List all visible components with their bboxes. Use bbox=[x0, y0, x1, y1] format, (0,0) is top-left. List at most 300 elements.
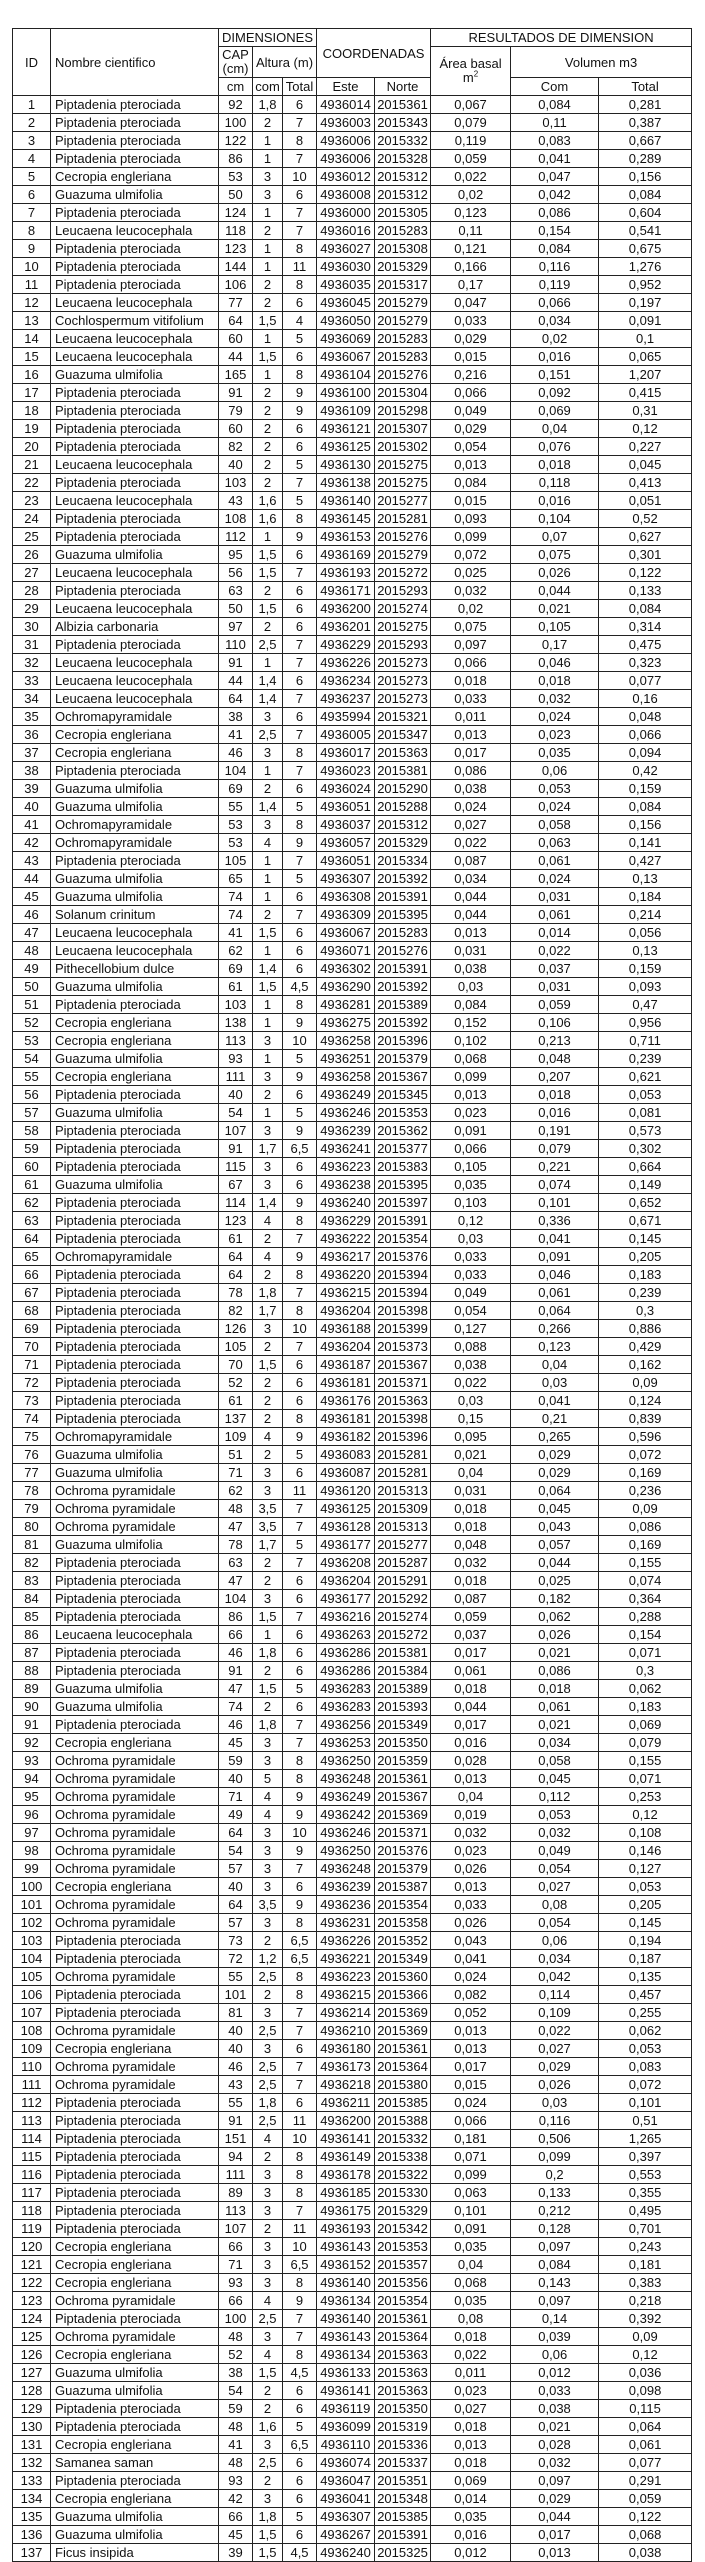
cell-volumen-total: 0,135 bbox=[599, 1968, 692, 1986]
table-row bbox=[13, 2526, 692, 2544]
cell-area-basal: 0,047 bbox=[431, 294, 511, 312]
cell-norte: 2015279 bbox=[375, 546, 431, 564]
cell-id: 58 bbox=[13, 1122, 51, 1140]
cell-id: 13 bbox=[13, 312, 51, 330]
cell-volumen-total: 0,145 bbox=[599, 1230, 692, 1248]
table-row bbox=[13, 312, 692, 330]
cell-norte: 2015354 bbox=[375, 1230, 431, 1248]
cell-norte: 2015274 bbox=[375, 1608, 431, 1626]
table-row bbox=[13, 852, 692, 870]
cell-nombre: Ochroma pyramidale bbox=[51, 2292, 219, 2310]
cell-volumen-com: 0,106 bbox=[511, 1014, 599, 1032]
cell-area-basal: 0,052 bbox=[431, 2004, 511, 2022]
cell-id: 38 bbox=[13, 762, 51, 780]
table-row bbox=[13, 1068, 692, 1086]
cell-id: 49 bbox=[13, 960, 51, 978]
cell-nombre: Piptadenia pterociada bbox=[51, 1608, 219, 1626]
cell-volumen-total: 0,141 bbox=[599, 834, 692, 852]
cell-nombre: Ochroma pyramidale bbox=[51, 1824, 219, 1842]
cell-nombre: Piptadenia pterociada bbox=[51, 1950, 219, 1968]
cell-area-basal: 0,061 bbox=[431, 1662, 511, 1680]
cell-norte: 2015389 bbox=[375, 1680, 431, 1698]
cell-id: 110 bbox=[13, 2058, 51, 2076]
cell-norte: 2015384 bbox=[375, 1662, 431, 1680]
cell-altura-com: 2 bbox=[253, 420, 283, 438]
cell-altura-com: 3 bbox=[253, 1464, 283, 1482]
cell-area-basal: 0,072 bbox=[431, 546, 511, 564]
cell-altura-com: 1 bbox=[253, 258, 283, 276]
cell-cap: 46 bbox=[219, 744, 253, 762]
table-row bbox=[13, 1194, 692, 1212]
cell-volumen-com: 0,032 bbox=[511, 2454, 599, 2472]
cell-volumen-total: 0,664 bbox=[599, 1158, 692, 1176]
cell-este: 4936275 bbox=[317, 1014, 375, 1032]
cell-este: 4936027 bbox=[317, 240, 375, 258]
cell-altura-total: 8 bbox=[283, 744, 317, 762]
header-vtotal: Total bbox=[599, 78, 692, 96]
cell-altura-total: 8 bbox=[283, 366, 317, 384]
table-row bbox=[13, 2040, 692, 2058]
cell-nombre: Cecropia engleriana bbox=[51, 1878, 219, 1896]
cell-cap: 46 bbox=[219, 2058, 253, 2076]
cell-norte: 2015291 bbox=[375, 1572, 431, 1590]
cell-area-basal: 0,059 bbox=[431, 150, 511, 168]
cell-nombre: Piptadenia pterociada bbox=[51, 2130, 219, 2148]
cell-norte: 2015363 bbox=[375, 744, 431, 762]
cell-norte: 2015329 bbox=[375, 2202, 431, 2220]
cell-nombre: Ochroma pyramidale bbox=[51, 1860, 219, 1878]
cell-volumen-total: 0,062 bbox=[599, 2022, 692, 2040]
cell-id: 27 bbox=[13, 564, 51, 582]
table-row bbox=[13, 1770, 692, 1788]
cell-volumen-total: 0,553 bbox=[599, 2166, 692, 2184]
cell-volumen-com: 0,034 bbox=[511, 1734, 599, 1752]
cell-altura-total: 9 bbox=[283, 1248, 317, 1266]
cell-id: 89 bbox=[13, 1680, 51, 1698]
table-row bbox=[13, 510, 692, 528]
cell-nombre: Leucaena leucocephala bbox=[51, 564, 219, 582]
cell-cap: 48 bbox=[219, 2418, 253, 2436]
cell-id: 40 bbox=[13, 798, 51, 816]
cell-cap: 54 bbox=[219, 1104, 253, 1122]
cell-altura-total: 6,5 bbox=[283, 2256, 317, 2274]
table-row bbox=[13, 276, 692, 294]
cell-nombre: Leucaena leucocephala bbox=[51, 600, 219, 618]
tree-inventory-table bbox=[12, 28, 692, 2562]
cell-area-basal: 0,102 bbox=[431, 1032, 511, 1050]
cell-nombre: Leucaena leucocephala bbox=[51, 330, 219, 348]
cell-volumen-total: 0,068 bbox=[599, 2526, 692, 2544]
cell-id: 113 bbox=[13, 2112, 51, 2130]
cell-este: 4936217 bbox=[317, 1248, 375, 1266]
cell-volumen-com: 0,116 bbox=[511, 2112, 599, 2130]
cell-este: 4936173 bbox=[317, 2058, 375, 2076]
cell-cap: 62 bbox=[219, 942, 253, 960]
cell-id: 71 bbox=[13, 1356, 51, 1374]
cell-altura-total: 7 bbox=[283, 150, 317, 168]
cell-volumen-com: 0,06 bbox=[511, 762, 599, 780]
cell-altura-com: 1,4 bbox=[253, 798, 283, 816]
cell-norte: 2015361 bbox=[375, 1770, 431, 1788]
cell-altura-total: 7 bbox=[283, 2310, 317, 2328]
cell-cap: 144 bbox=[219, 258, 253, 276]
cell-nombre: Samanea saman bbox=[51, 2454, 219, 2472]
cell-volumen-com: 0,041 bbox=[511, 1230, 599, 1248]
cell-altura-total: 7 bbox=[283, 2202, 317, 2220]
cell-altura-com: 1,5 bbox=[253, 1680, 283, 1698]
cell-id: 96 bbox=[13, 1806, 51, 1824]
table-row bbox=[13, 2256, 692, 2274]
cell-id: 133 bbox=[13, 2472, 51, 2490]
cell-altura-com: 1,5 bbox=[253, 348, 283, 366]
cell-nombre: Pithecellobium dulce bbox=[51, 960, 219, 978]
cell-norte: 2015366 bbox=[375, 1986, 431, 2004]
cell-norte: 2015276 bbox=[375, 528, 431, 546]
cell-altura-com: 1 bbox=[253, 204, 283, 222]
table-row bbox=[13, 1464, 692, 1482]
cell-altura-total: 6 bbox=[283, 1158, 317, 1176]
table-row bbox=[13, 366, 692, 384]
cell-cap: 74 bbox=[219, 1698, 253, 1716]
cell-este: 4936037 bbox=[317, 816, 375, 834]
cell-volumen-total: 0,12 bbox=[599, 420, 692, 438]
cell-altura-total: 6 bbox=[283, 420, 317, 438]
table-row bbox=[13, 690, 692, 708]
cell-area-basal: 0,016 bbox=[431, 2526, 511, 2544]
table-row bbox=[13, 1158, 692, 1176]
cell-altura-total: 6 bbox=[283, 582, 317, 600]
cell-cap: 53 bbox=[219, 834, 253, 852]
cell-volumen-total: 0,077 bbox=[599, 2454, 692, 2472]
cell-id: 88 bbox=[13, 1662, 51, 1680]
cell-altura-total: 7 bbox=[283, 1716, 317, 1734]
cell-altura-com: 4 bbox=[253, 1212, 283, 1230]
cell-area-basal: 0,166 bbox=[431, 258, 511, 276]
cell-cap: 51 bbox=[219, 1446, 253, 1464]
cell-altura-com: 3 bbox=[253, 816, 283, 834]
cell-area-basal: 0,015 bbox=[431, 348, 511, 366]
cell-id: 21 bbox=[13, 456, 51, 474]
table-row bbox=[13, 960, 692, 978]
cell-id: 106 bbox=[13, 1986, 51, 2004]
cell-este: 4936057 bbox=[317, 834, 375, 852]
cell-altura-com: 3 bbox=[253, 2256, 283, 2274]
cell-norte: 2015274 bbox=[375, 600, 431, 618]
table-row bbox=[13, 978, 692, 996]
cell-nombre: Leucaena leucocephala bbox=[51, 222, 219, 240]
cell-area-basal: 0,022 bbox=[431, 1374, 511, 1392]
cell-este: 4936134 bbox=[317, 2346, 375, 2364]
cell-area-basal: 0,049 bbox=[431, 402, 511, 420]
cell-volumen-total: 0,053 bbox=[599, 1086, 692, 1104]
cell-volumen-total: 0,127 bbox=[599, 1860, 692, 1878]
cell-nombre: Ochroma pyramidale bbox=[51, 2058, 219, 2076]
cell-altura-com: 2,5 bbox=[253, 2058, 283, 2076]
cell-nombre: Piptadenia pterociada bbox=[51, 1932, 219, 1950]
cell-volumen-com: 0,049 bbox=[511, 1842, 599, 1860]
cell-cap: 118 bbox=[219, 222, 253, 240]
table-row bbox=[13, 1284, 692, 1302]
table-row bbox=[13, 942, 692, 960]
cell-altura-total: 7 bbox=[283, 1734, 317, 1752]
cell-volumen-com: 0,058 bbox=[511, 1752, 599, 1770]
cell-volumen-com: 0,031 bbox=[511, 888, 599, 906]
cell-altura-com: 3,5 bbox=[253, 1896, 283, 1914]
cell-altura-com: 4 bbox=[253, 1806, 283, 1824]
cell-volumen-total: 0,429 bbox=[599, 1338, 692, 1356]
cell-norte: 2015293 bbox=[375, 582, 431, 600]
cell-altura-com: 3 bbox=[253, 1860, 283, 1878]
cell-volumen-total: 0,227 bbox=[599, 438, 692, 456]
cell-nombre: Piptadenia pterociada bbox=[51, 510, 219, 528]
cell-nombre: Guazuma ulmifolia bbox=[51, 1536, 219, 1554]
cell-volumen-com: 0,021 bbox=[511, 600, 599, 618]
cell-altura-com: 5 bbox=[253, 1770, 283, 1788]
cell-altura-com: 1 bbox=[253, 942, 283, 960]
cell-volumen-total: 0,383 bbox=[599, 2274, 692, 2292]
cell-este: 4936286 bbox=[317, 1644, 375, 1662]
cell-id: 99 bbox=[13, 1860, 51, 1878]
cell-altura-com: 1,5 bbox=[253, 312, 283, 330]
cell-area-basal: 0,075 bbox=[431, 618, 511, 636]
cell-volumen-com: 0,2 bbox=[511, 2166, 599, 2184]
cell-volumen-com: 0,092 bbox=[511, 384, 599, 402]
cell-norte: 2015383 bbox=[375, 1158, 431, 1176]
cell-area-basal: 0,023 bbox=[431, 1104, 511, 1122]
cell-nombre: Guazuma ulmifolia bbox=[51, 1104, 219, 1122]
cell-cap: 108 bbox=[219, 510, 253, 528]
cell-volumen-total: 0,12 bbox=[599, 2346, 692, 2364]
cell-nombre: Piptadenia pterociada bbox=[51, 1554, 219, 1572]
cell-altura-com: 2,5 bbox=[253, 636, 283, 654]
cell-cap: 56 bbox=[219, 564, 253, 582]
cell-volumen-total: 0,675 bbox=[599, 240, 692, 258]
cell-volumen-com: 0,213 bbox=[511, 1032, 599, 1050]
cell-altura-com: 2 bbox=[253, 1338, 283, 1356]
cell-id: 55 bbox=[13, 1068, 51, 1086]
cell-nombre: Piptadenia pterociada bbox=[51, 1590, 219, 1608]
table-row bbox=[13, 1392, 692, 1410]
cell-volumen-com: 0,101 bbox=[511, 1194, 599, 1212]
cell-altura-com: 3 bbox=[253, 744, 283, 762]
cell-area-basal: 0,023 bbox=[431, 2382, 511, 2400]
cell-cap: 91 bbox=[219, 654, 253, 672]
cell-volumen-com: 0,021 bbox=[511, 1644, 599, 1662]
cell-norte: 2015361 bbox=[375, 2040, 431, 2058]
cell-nombre: Piptadenia pterociada bbox=[51, 420, 219, 438]
cell-volumen-total: 0,124 bbox=[599, 1392, 692, 1410]
cell-norte: 2015312 bbox=[375, 186, 431, 204]
cell-area-basal: 0,034 bbox=[431, 870, 511, 888]
cell-area-basal: 0,054 bbox=[431, 438, 511, 456]
cell-cap: 53 bbox=[219, 168, 253, 186]
cell-norte: 2015348 bbox=[375, 2490, 431, 2508]
cell-este: 4936187 bbox=[317, 1356, 375, 1374]
cell-cap: 107 bbox=[219, 1122, 253, 1140]
cell-este: 4936169 bbox=[317, 546, 375, 564]
cell-este: 4936237 bbox=[317, 690, 375, 708]
cell-altura-com: 2,5 bbox=[253, 2076, 283, 2094]
cell-norte: 2015313 bbox=[375, 1482, 431, 1500]
cell-altura-com: 2 bbox=[253, 474, 283, 492]
cell-area-basal: 0,048 bbox=[431, 1536, 511, 1554]
cell-este: 4936251 bbox=[317, 1050, 375, 1068]
cell-norte: 2015369 bbox=[375, 2004, 431, 2022]
cell-cap: 81 bbox=[219, 2004, 253, 2022]
table-row bbox=[13, 2238, 692, 2256]
cell-este: 4936258 bbox=[317, 1032, 375, 1050]
cell-id: 1 bbox=[13, 96, 51, 114]
cell-volumen-total: 0,288 bbox=[599, 1608, 692, 1626]
cell-altura-total: 9 bbox=[283, 1842, 317, 1860]
cell-altura-total: 9 bbox=[283, 1896, 317, 1914]
cell-cap: 41 bbox=[219, 726, 253, 744]
cell-este: 4936140 bbox=[317, 2274, 375, 2292]
cell-area-basal: 0,015 bbox=[431, 2076, 511, 2094]
cell-id: 20 bbox=[13, 438, 51, 456]
cell-area-basal: 0,024 bbox=[431, 1968, 511, 1986]
cell-nombre: Cecropia engleriana bbox=[51, 1068, 219, 1086]
cell-altura-com: 3 bbox=[253, 2238, 283, 2256]
cell-volumen-com: 0,075 bbox=[511, 546, 599, 564]
cell-altura-total: 5 bbox=[283, 330, 317, 348]
cell-area-basal: 0,084 bbox=[431, 996, 511, 1014]
cell-altura-total: 6 bbox=[283, 2454, 317, 2472]
cell-volumen-total: 0,12 bbox=[599, 1806, 692, 1824]
cell-area-basal: 0,086 bbox=[431, 762, 511, 780]
cell-cap: 103 bbox=[219, 996, 253, 1014]
cell-nombre: Piptadenia pterociada bbox=[51, 2472, 219, 2490]
cell-cap: 79 bbox=[219, 402, 253, 420]
cell-area-basal: 0,023 bbox=[431, 1842, 511, 1860]
cell-id: 115 bbox=[13, 2148, 51, 2166]
cell-area-basal: 0,093 bbox=[431, 510, 511, 528]
cell-nombre: Cecropia engleriana bbox=[51, 744, 219, 762]
cell-id: 69 bbox=[13, 1320, 51, 1338]
cell-norte: 2015349 bbox=[375, 1950, 431, 1968]
cell-altura-total: 9 bbox=[283, 528, 317, 546]
cell-id: 82 bbox=[13, 1554, 51, 1572]
cell-volumen-total: 0,205 bbox=[599, 1248, 692, 1266]
cell-altura-total: 9 bbox=[283, 1014, 317, 1032]
cell-altura-com: 2 bbox=[253, 222, 283, 240]
cell-area-basal: 0,103 bbox=[431, 1194, 511, 1212]
cell-este: 4936204 bbox=[317, 1302, 375, 1320]
cell-nombre: Piptadenia pterociada bbox=[51, 2400, 219, 2418]
cell-altura-com: 3 bbox=[253, 1842, 283, 1860]
cell-cap: 46 bbox=[219, 1644, 253, 1662]
cell-nombre: Piptadenia pterociada bbox=[51, 2184, 219, 2202]
cell-altura-com: 1,5 bbox=[253, 600, 283, 618]
cell-volumen-com: 0,118 bbox=[511, 474, 599, 492]
cell-altura-total: 10 bbox=[283, 2130, 317, 2148]
cell-volumen-com: 0,017 bbox=[511, 2526, 599, 2544]
cell-area-basal: 0,043 bbox=[431, 1932, 511, 1950]
cell-altura-total: 5 bbox=[283, 2418, 317, 2436]
table-row bbox=[13, 1896, 692, 1914]
table-row bbox=[13, 1950, 692, 1968]
cell-nombre: Ochromapyramidale bbox=[51, 834, 219, 852]
table-row bbox=[13, 2382, 692, 2400]
header-total: Total bbox=[283, 78, 317, 96]
cell-altura-com: 1,5 bbox=[253, 924, 283, 942]
cell-este: 4936130 bbox=[317, 456, 375, 474]
cell-norte: 2015275 bbox=[375, 456, 431, 474]
cell-altura-com: 2 bbox=[253, 1392, 283, 1410]
cell-cap: 74 bbox=[219, 888, 253, 906]
table-row bbox=[13, 834, 692, 852]
cell-altura-total: 4,5 bbox=[283, 978, 317, 996]
cell-nombre: Piptadenia pterociada bbox=[51, 1662, 219, 1680]
cell-volumen-com: 0,042 bbox=[511, 1968, 599, 1986]
cell-nombre: Ochroma pyramidale bbox=[51, 1842, 219, 1860]
cell-altura-total: 7 bbox=[283, 1338, 317, 1356]
cell-cap: 55 bbox=[219, 1968, 253, 1986]
cell-volumen-total: 0,098 bbox=[599, 2382, 692, 2400]
cell-volumen-total: 0,495 bbox=[599, 2202, 692, 2220]
cell-altura-total: 11 bbox=[283, 2112, 317, 2130]
table-row bbox=[13, 762, 692, 780]
table-row bbox=[13, 1878, 692, 1896]
cell-altura-total: 6 bbox=[283, 600, 317, 618]
cell-volumen-total: 0,52 bbox=[599, 510, 692, 528]
cell-id: 130 bbox=[13, 2418, 51, 2436]
cell-norte: 2015322 bbox=[375, 2166, 431, 2184]
cell-area-basal: 0,025 bbox=[431, 564, 511, 582]
table-row bbox=[13, 168, 692, 186]
cell-area-basal: 0,013 bbox=[431, 1878, 511, 1896]
header-area-text: Área basal m bbox=[439, 56, 502, 85]
cell-id: 10 bbox=[13, 258, 51, 276]
cell-altura-com: 2 bbox=[253, 618, 283, 636]
cell-volumen-total: 0,952 bbox=[599, 276, 692, 294]
cell-norte: 2015272 bbox=[375, 1626, 431, 1644]
cell-este: 4936222 bbox=[317, 1230, 375, 1248]
cell-volumen-com: 0,038 bbox=[511, 2400, 599, 2418]
cell-id: 79 bbox=[13, 1500, 51, 1518]
cell-nombre: Leucaena leucocephala bbox=[51, 1626, 219, 1644]
table-row bbox=[13, 780, 692, 798]
table-row bbox=[13, 1320, 692, 1338]
cell-cap: 97 bbox=[219, 618, 253, 636]
table-row bbox=[13, 2076, 692, 2094]
cell-nombre: Leucaena leucocephala bbox=[51, 690, 219, 708]
cell-altura-total: 8 bbox=[283, 1914, 317, 1932]
table-row bbox=[13, 2220, 692, 2238]
cell-area-basal: 0,011 bbox=[431, 708, 511, 726]
cell-este: 4936290 bbox=[317, 978, 375, 996]
cell-altura-com: 3 bbox=[253, 2274, 283, 2292]
table-row bbox=[13, 1608, 692, 1626]
cell-volumen-com: 0,018 bbox=[511, 1086, 599, 1104]
cell-id: 51 bbox=[13, 996, 51, 1014]
cell-altura-com: 1 bbox=[253, 330, 283, 348]
cell-norte: 2015336 bbox=[375, 2436, 431, 2454]
cell-altura-total: 7 bbox=[283, 852, 317, 870]
cell-volumen-total: 0,51 bbox=[599, 2112, 692, 2130]
cell-id: 31 bbox=[13, 636, 51, 654]
cell-volumen-com: 0,027 bbox=[511, 1878, 599, 1896]
cell-area-basal: 0,059 bbox=[431, 1608, 511, 1626]
cell-norte: 2015329 bbox=[375, 834, 431, 852]
cell-norte: 2015356 bbox=[375, 2274, 431, 2292]
cell-nombre: Piptadenia pterociada bbox=[51, 762, 219, 780]
cell-volumen-com: 0,066 bbox=[511, 294, 599, 312]
cell-este: 4936153 bbox=[317, 528, 375, 546]
cell-area-basal: 0,084 bbox=[431, 474, 511, 492]
cell-cap: 74 bbox=[219, 906, 253, 924]
table-row bbox=[13, 2130, 692, 2148]
